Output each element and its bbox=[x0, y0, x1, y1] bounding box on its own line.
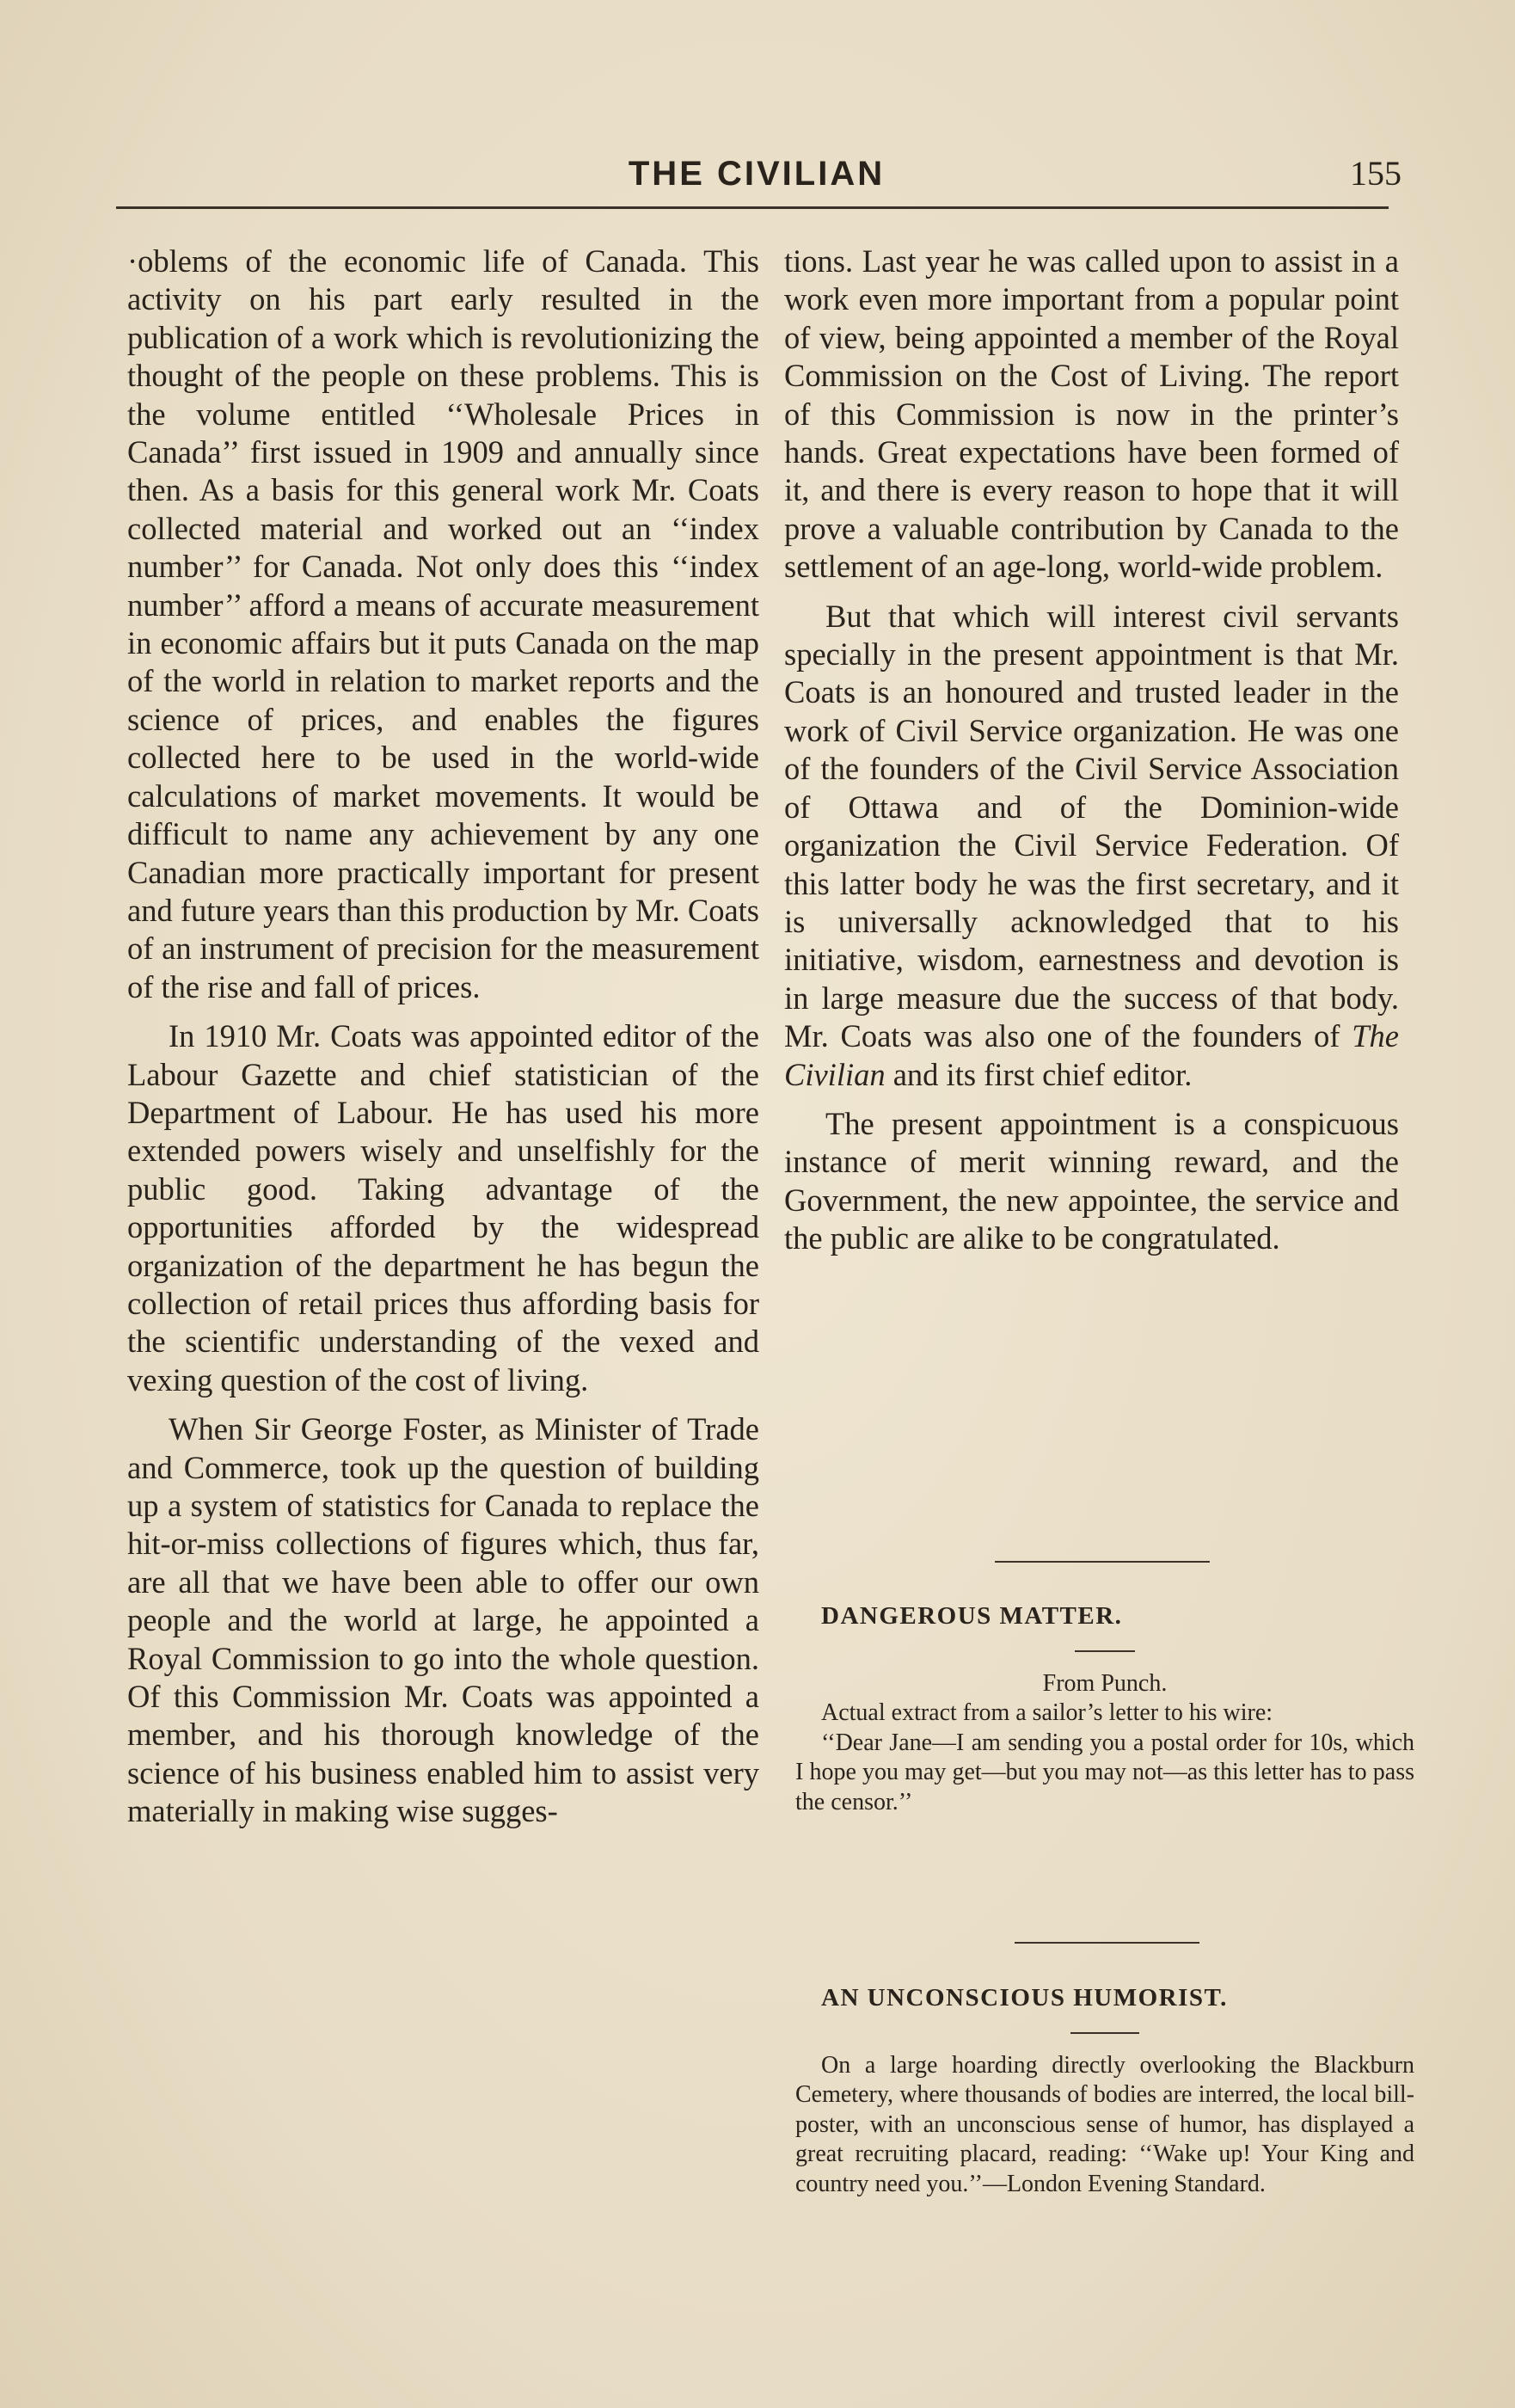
section-body: On a large hoarding directly overlooking the Blackburn Cemetery, where thousands of bodies are interred, the local bill-poster, with an unconscious sense of humor, has displayed a great recruiting placard, reading: ‘‘Wake up! Your King and country need you.’’—London Evening Standard. bbox=[795, 2051, 1414, 2197]
section-source: From Punch. bbox=[1042, 1669, 1168, 1697]
paragraph-text: and its first chief editor. bbox=[892, 1056, 1193, 1092]
paragraph bbox=[784, 243, 1399, 587]
section-quote: ‘‘Dear Jane—I am sending you a postal order for 10s, which I hope you may get—but you may not—as this letter has to pass the censor.’’ bbox=[795, 1729, 1414, 1815]
paragraph bbox=[784, 598, 1399, 1094]
left-column bbox=[127, 243, 759, 1842]
header-divider bbox=[116, 206, 1389, 209]
dangerous-matter-section bbox=[795, 1601, 1414, 1817]
paragraph: When Sir George Foster, as Minister of Trade and Commerce, took up the question of building up a system of statistics for Canada to replace the hit-or-miss collections of figures which, thus far, are all that we have been able to offer our own people and the world at large, he appointed a Royal Commission to go into the whole question. Of this Commission Mr. Coats was appointed a member, and his thorough knowledge of the science of his business enabled him to assist very materially in making wise sugges- bbox=[127, 1411, 759, 1829]
paragraph-text: tions. Last year he was called upon to assist in a work even more important from a popular point of view, being appointed a member of the Royal Commission on the Cost of Living. The report of this Commission is now in the printer’s hands. Great expectations have been formed of it, and there is every reason to hope that it will prove a valuable contribution by Canada to the settlement of an age-long, world-wide problem. bbox=[784, 243, 1399, 585]
page-number: 155 bbox=[1350, 154, 1402, 193]
paragraph bbox=[784, 1105, 1399, 1258]
paragraph: ·oblems of the economic life of Canada. This activity on his part early resulted in the publication of a work which is revolutionizing the thought of the people on these problems. This is the volume entitled ‘‘Wholesale Prices in Canada’’ first issued in 1909 and annually since then. As a basis for this general work Mr. Coats collected material and worked out an ‘‘index number’’ for Canada. Not only does this ‘‘index number’’ afford a means of accurate measurement in economic affairs but it puts Canada on the map of the world in relation to market reports and the science of prices, and enables the figures collected here to be used in the world-wide calculations of market movements. It would be difficult to name any achievement by any one Canadian more practically important for present and future years than this production by Mr. Coats of an instrument of precision for the measurement of the rise and fall of prices. bbox=[127, 243, 759, 1004]
section-divider bbox=[995, 1561, 1210, 1563]
section-divider bbox=[1015, 1942, 1199, 1944]
paragraph-text: The present appointment is a conspicuous instance of merit winning reward, and the Government, the new appointee, the service and the public are alike to be congratulated. bbox=[784, 1105, 1399, 1256]
section-title: DANGEROUS MATTER. bbox=[821, 1602, 1123, 1630]
paragraph: In 1910 Mr. Coats was appointed editor of the Labour Gazette and chief statistician of the Department of Labour. He has used his more extended powers wisely and unselfishly for the public good. Taking advantage of the opportunities afforded by the widespread organization of the department he has begun the collection of retail prices thus affording basis for the scientific understanding of the vexed and vexing question of the cost of living. bbox=[127, 1018, 759, 1398]
title-underline bbox=[1070, 2032, 1139, 2034]
publication-title: The Civilian bbox=[784, 1018, 1399, 1092]
unconscious-humorist-section bbox=[795, 1983, 1414, 2199]
section-intro: Actual extract from a sailor’s letter to his wire: bbox=[821, 1699, 1273, 1726]
title-underline bbox=[1075, 1650, 1135, 1652]
right-column bbox=[784, 243, 1399, 1269]
section-title: AN UNCONSCIOUS HUMORIST. bbox=[821, 1984, 1228, 2012]
page-title: THE CIVILIAN bbox=[628, 155, 886, 193]
paragraph-text: But that which will interest civil servants specially in the present appointment is that Mr. Coats is an honoured and trusted leader in the work of Civil Service organization. He was one of the founders of the Civil Service Association of Ottawa and of the Dominion-wide organization the Civil Service Federation. Of this latter body he was the first secretary, and it is universally acknowledged that to his initiative, wisdom, earnestness and devotion is in large measure due the success of that body. Mr. Coats was also one of the founders of bbox=[784, 598, 1399, 1054]
